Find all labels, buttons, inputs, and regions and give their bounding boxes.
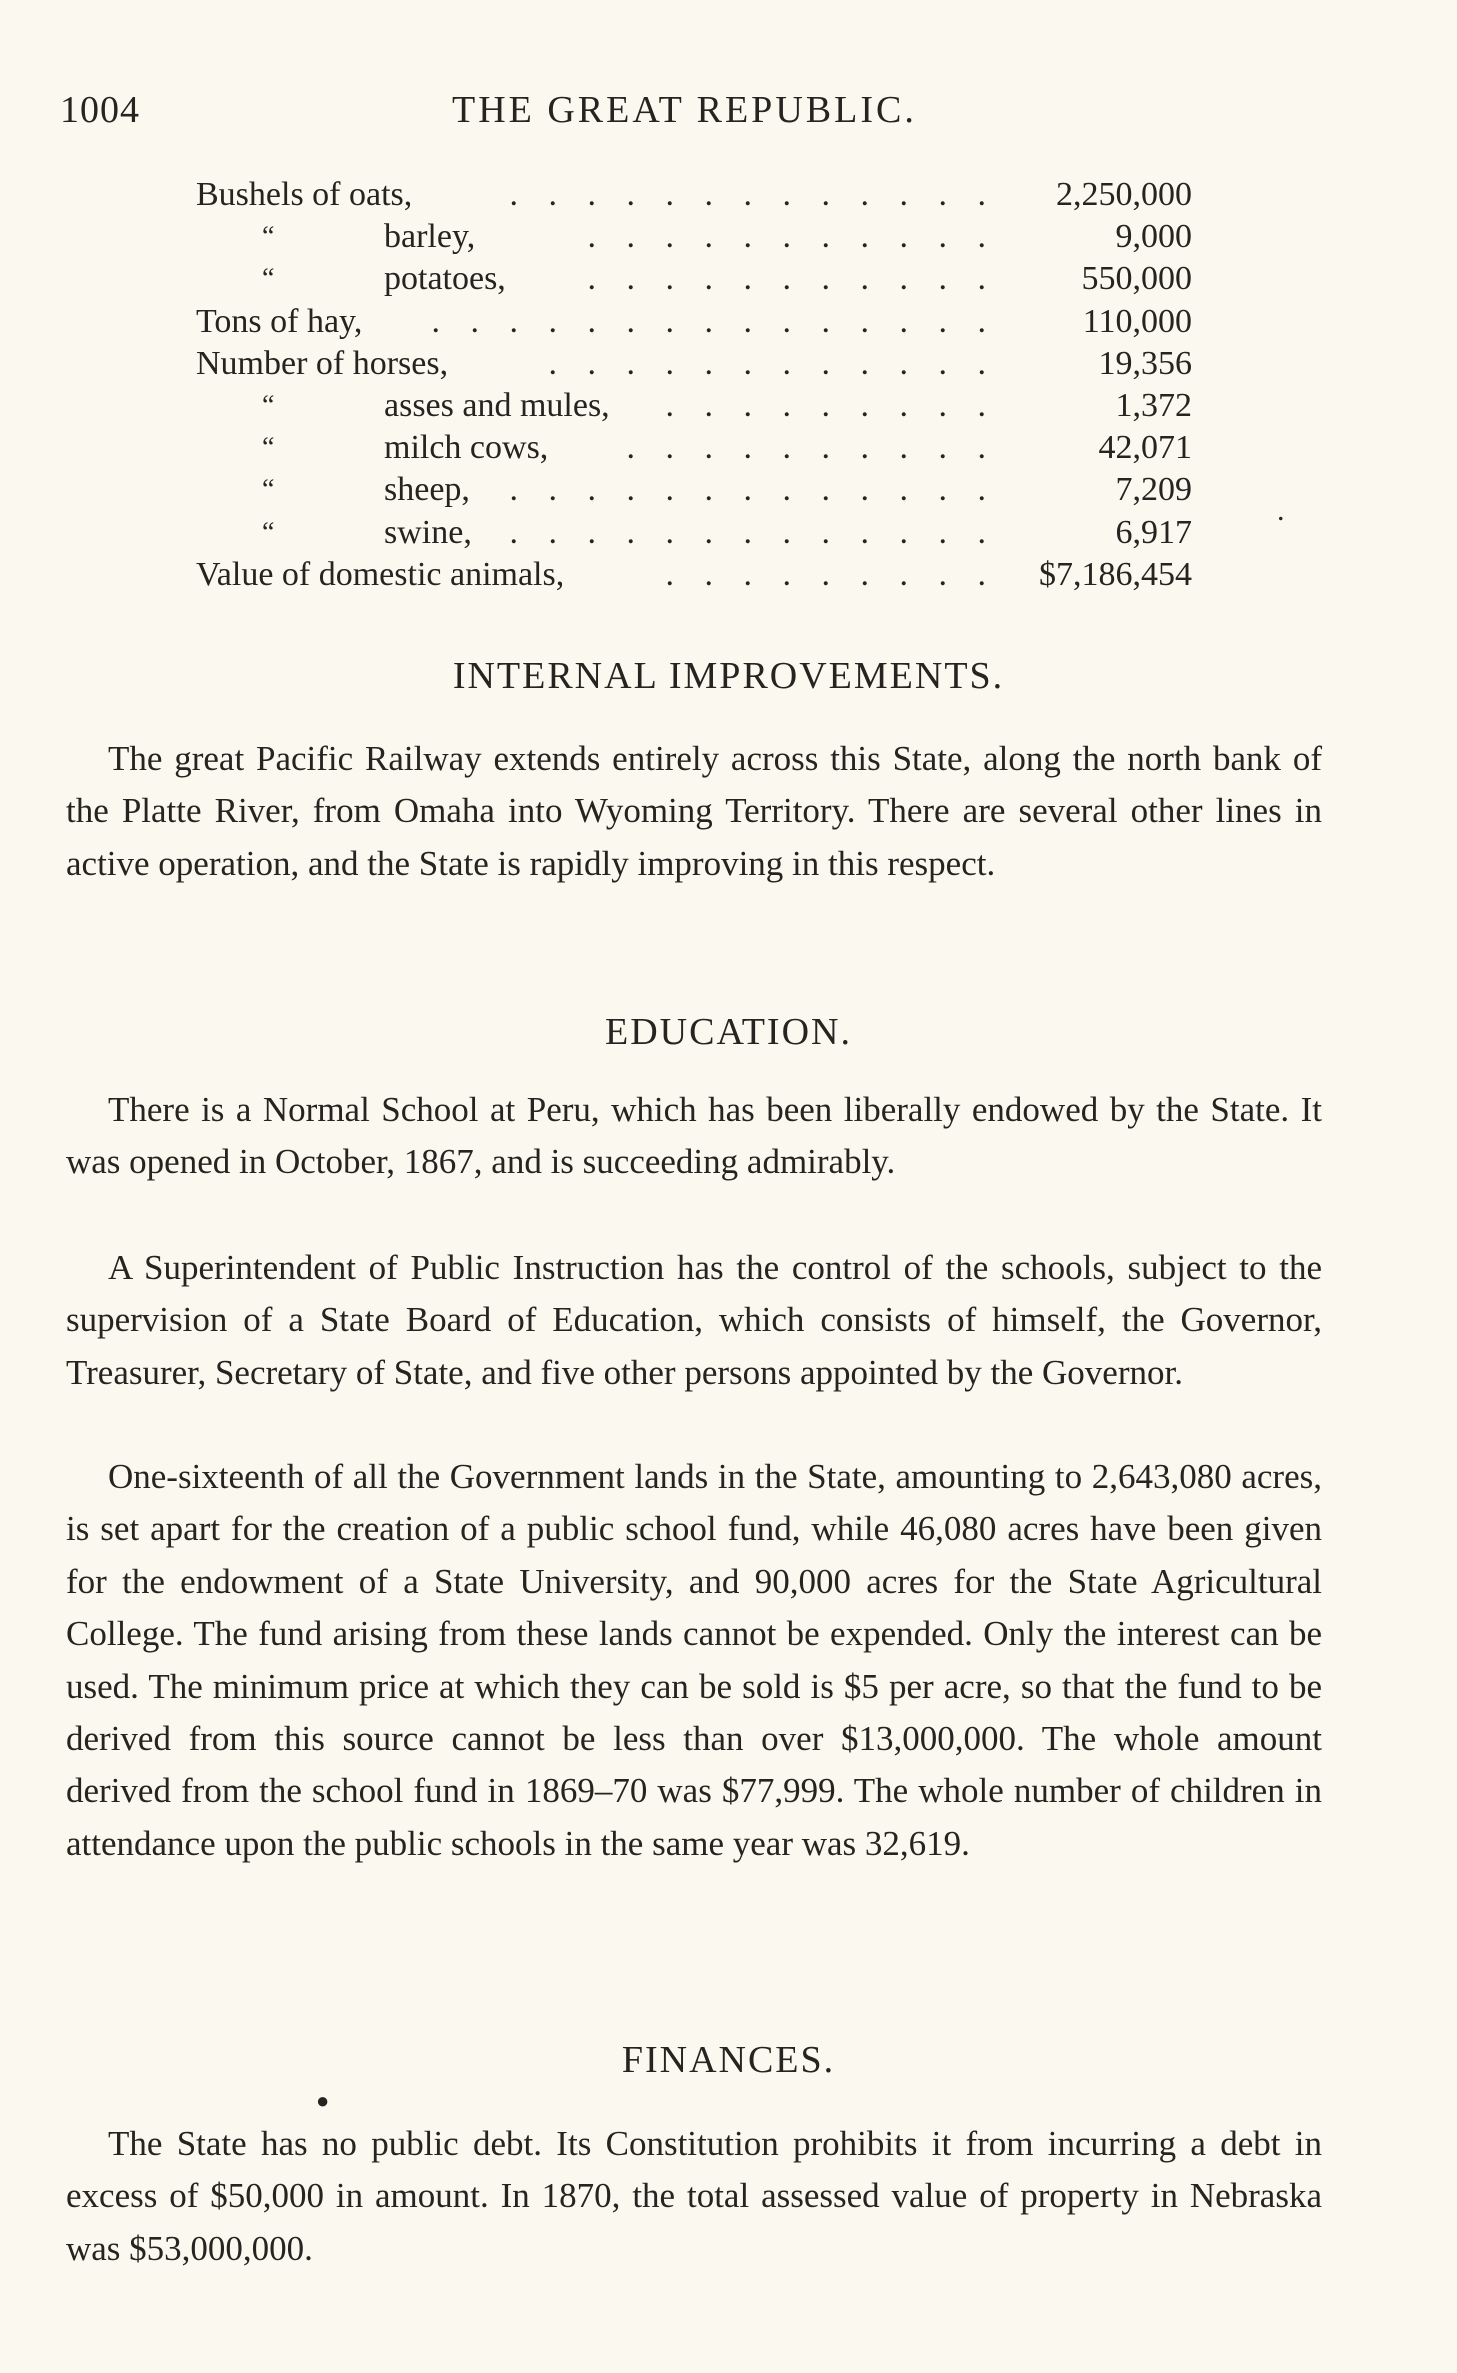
- stat-row: [196, 174, 1192, 216]
- stat-label: Tons of hay,: [196, 302, 363, 340]
- stat-label: swine,: [384, 513, 472, 551]
- stat-row: [196, 216, 1192, 258]
- stat-label: Number of horses,: [196, 344, 449, 382]
- ditto-mark: “: [262, 516, 275, 548]
- stat-value: 7,209: [1115, 471, 1192, 509]
- stat-row: [196, 469, 1192, 511]
- page-number: 1004: [60, 89, 140, 131]
- ditto-mark: “: [262, 263, 275, 295]
- stat-label: asses and mules,: [384, 386, 610, 424]
- section-heading-education: EDUCATION.: [605, 1011, 852, 1053]
- stat-value: 6,917: [1115, 513, 1192, 551]
- ditto-mark: “: [262, 221, 275, 253]
- paragraph: There is a Normal School at Peru, which has been liberally endowed by the State. It was opened in October, 1867, and is succeeding admirably.: [66, 1090, 1322, 1182]
- dot-leader: . . . . . . . . . . .: [587, 260, 997, 298]
- paragraph: A Superintendent of Public Instruction has the control of the schools, subject to the supervision of a State Board of Education, which consists of himself, the Governor, Treasurer, Secretary of State, and five other persons appointed by the Governor.: [66, 1248, 1322, 1392]
- page-header: [60, 88, 1350, 138]
- dot-leader: . . . . . . . . . . . . . . .: [431, 302, 997, 340]
- dot-leader: . . . . . . . . . . . . .: [509, 471, 997, 509]
- stat-row: [196, 301, 1192, 343]
- section-heading-finances: FINANCES.: [621, 2039, 836, 2081]
- stat-value: 2,250,000: [1056, 176, 1192, 213]
- dot-leader: . . . . . . . . .: [665, 555, 997, 593]
- stat-value: 42,071: [1098, 429, 1192, 467]
- stat-label: barley,: [384, 218, 476, 256]
- ditto-mark: “: [262, 389, 275, 421]
- stat-label: sheep,: [384, 471, 470, 509]
- running-title: THE GREAT REPUBLIC.: [452, 89, 917, 131]
- statistics-table: [196, 174, 1192, 596]
- stat-row: [196, 258, 1192, 300]
- stat-row: [196, 343, 1192, 385]
- stray-print-mark: .: [1277, 494, 1285, 527]
- stat-label: Bushels of oats,: [196, 176, 413, 213]
- ditto-mark: “: [262, 474, 275, 506]
- stat-row: [196, 385, 1192, 427]
- paragraph: One-sixteenth of all the Government lands in the State, amounting to 2,643,080 acres, is set apart for the creation of a public school fund, while 46,080 acres have been given for the endowment of a State University, and 90,000 acres for the State Agricultural College. The fund arising from these lands cannot be expended. Only the interest can be used. The minimum price at which they can be sold is $5 per acre, so that the fund to be derived from this source cannot be less than over $13,000,000. The whole amount derived from the school fund in 1869–70 was $77,999. The whole number of children in attendance upon the public schools in the same year was 32,619.: [66, 1457, 1322, 1863]
- stat-value: $7,186,454: [1039, 555, 1192, 593]
- stat-value: 19,356: [1098, 344, 1192, 382]
- stat-value: 9,000: [1115, 218, 1192, 256]
- paragraph: The great Pacific Railway extends entirely across this State, along the north bank of the Platte River, from Omaha into Wyoming Territory. There are several other lines in active operation, and the State is rapidly improving in this respect.: [66, 739, 1322, 883]
- stat-value: 110,000: [1082, 302, 1192, 340]
- dot-leader: . . . . . . . . . . . . .: [509, 513, 997, 551]
- dot-leader: . . . . . . . . . . .: [587, 218, 997, 256]
- stat-value: 1,372: [1115, 386, 1192, 424]
- dot-leader: . . . . . . . . . . . . .: [509, 176, 997, 213]
- ditto-mark: “: [262, 432, 275, 464]
- paragraph: The State has no public debt. Its Constitution prohibits it from incurring a debt in excess of $50,000 in amount. In 1870, the total assessed value of property in Nebraska was $53,000,000.: [66, 2124, 1322, 2268]
- dot-leader: . . . . . . . . . .: [626, 429, 997, 467]
- dot-leader: . . . . . . . . .: [665, 386, 997, 424]
- stat-label: Value of domestic animals,: [196, 555, 565, 593]
- dot-leader: . . . . . . . . . . . .: [548, 344, 997, 382]
- stat-label: potatoes,: [384, 260, 506, 298]
- stat-label: milch cows,: [384, 429, 549, 467]
- stat-row: [196, 554, 1192, 596]
- stat-value: 550,000: [1081, 260, 1192, 298]
- stat-row: [196, 427, 1192, 469]
- bullet-mark: ●: [316, 2088, 330, 2113]
- stat-row: [196, 512, 1192, 554]
- section-heading-internal-improvements: INTERNAL IMPROVEMENTS.: [452, 655, 1005, 697]
